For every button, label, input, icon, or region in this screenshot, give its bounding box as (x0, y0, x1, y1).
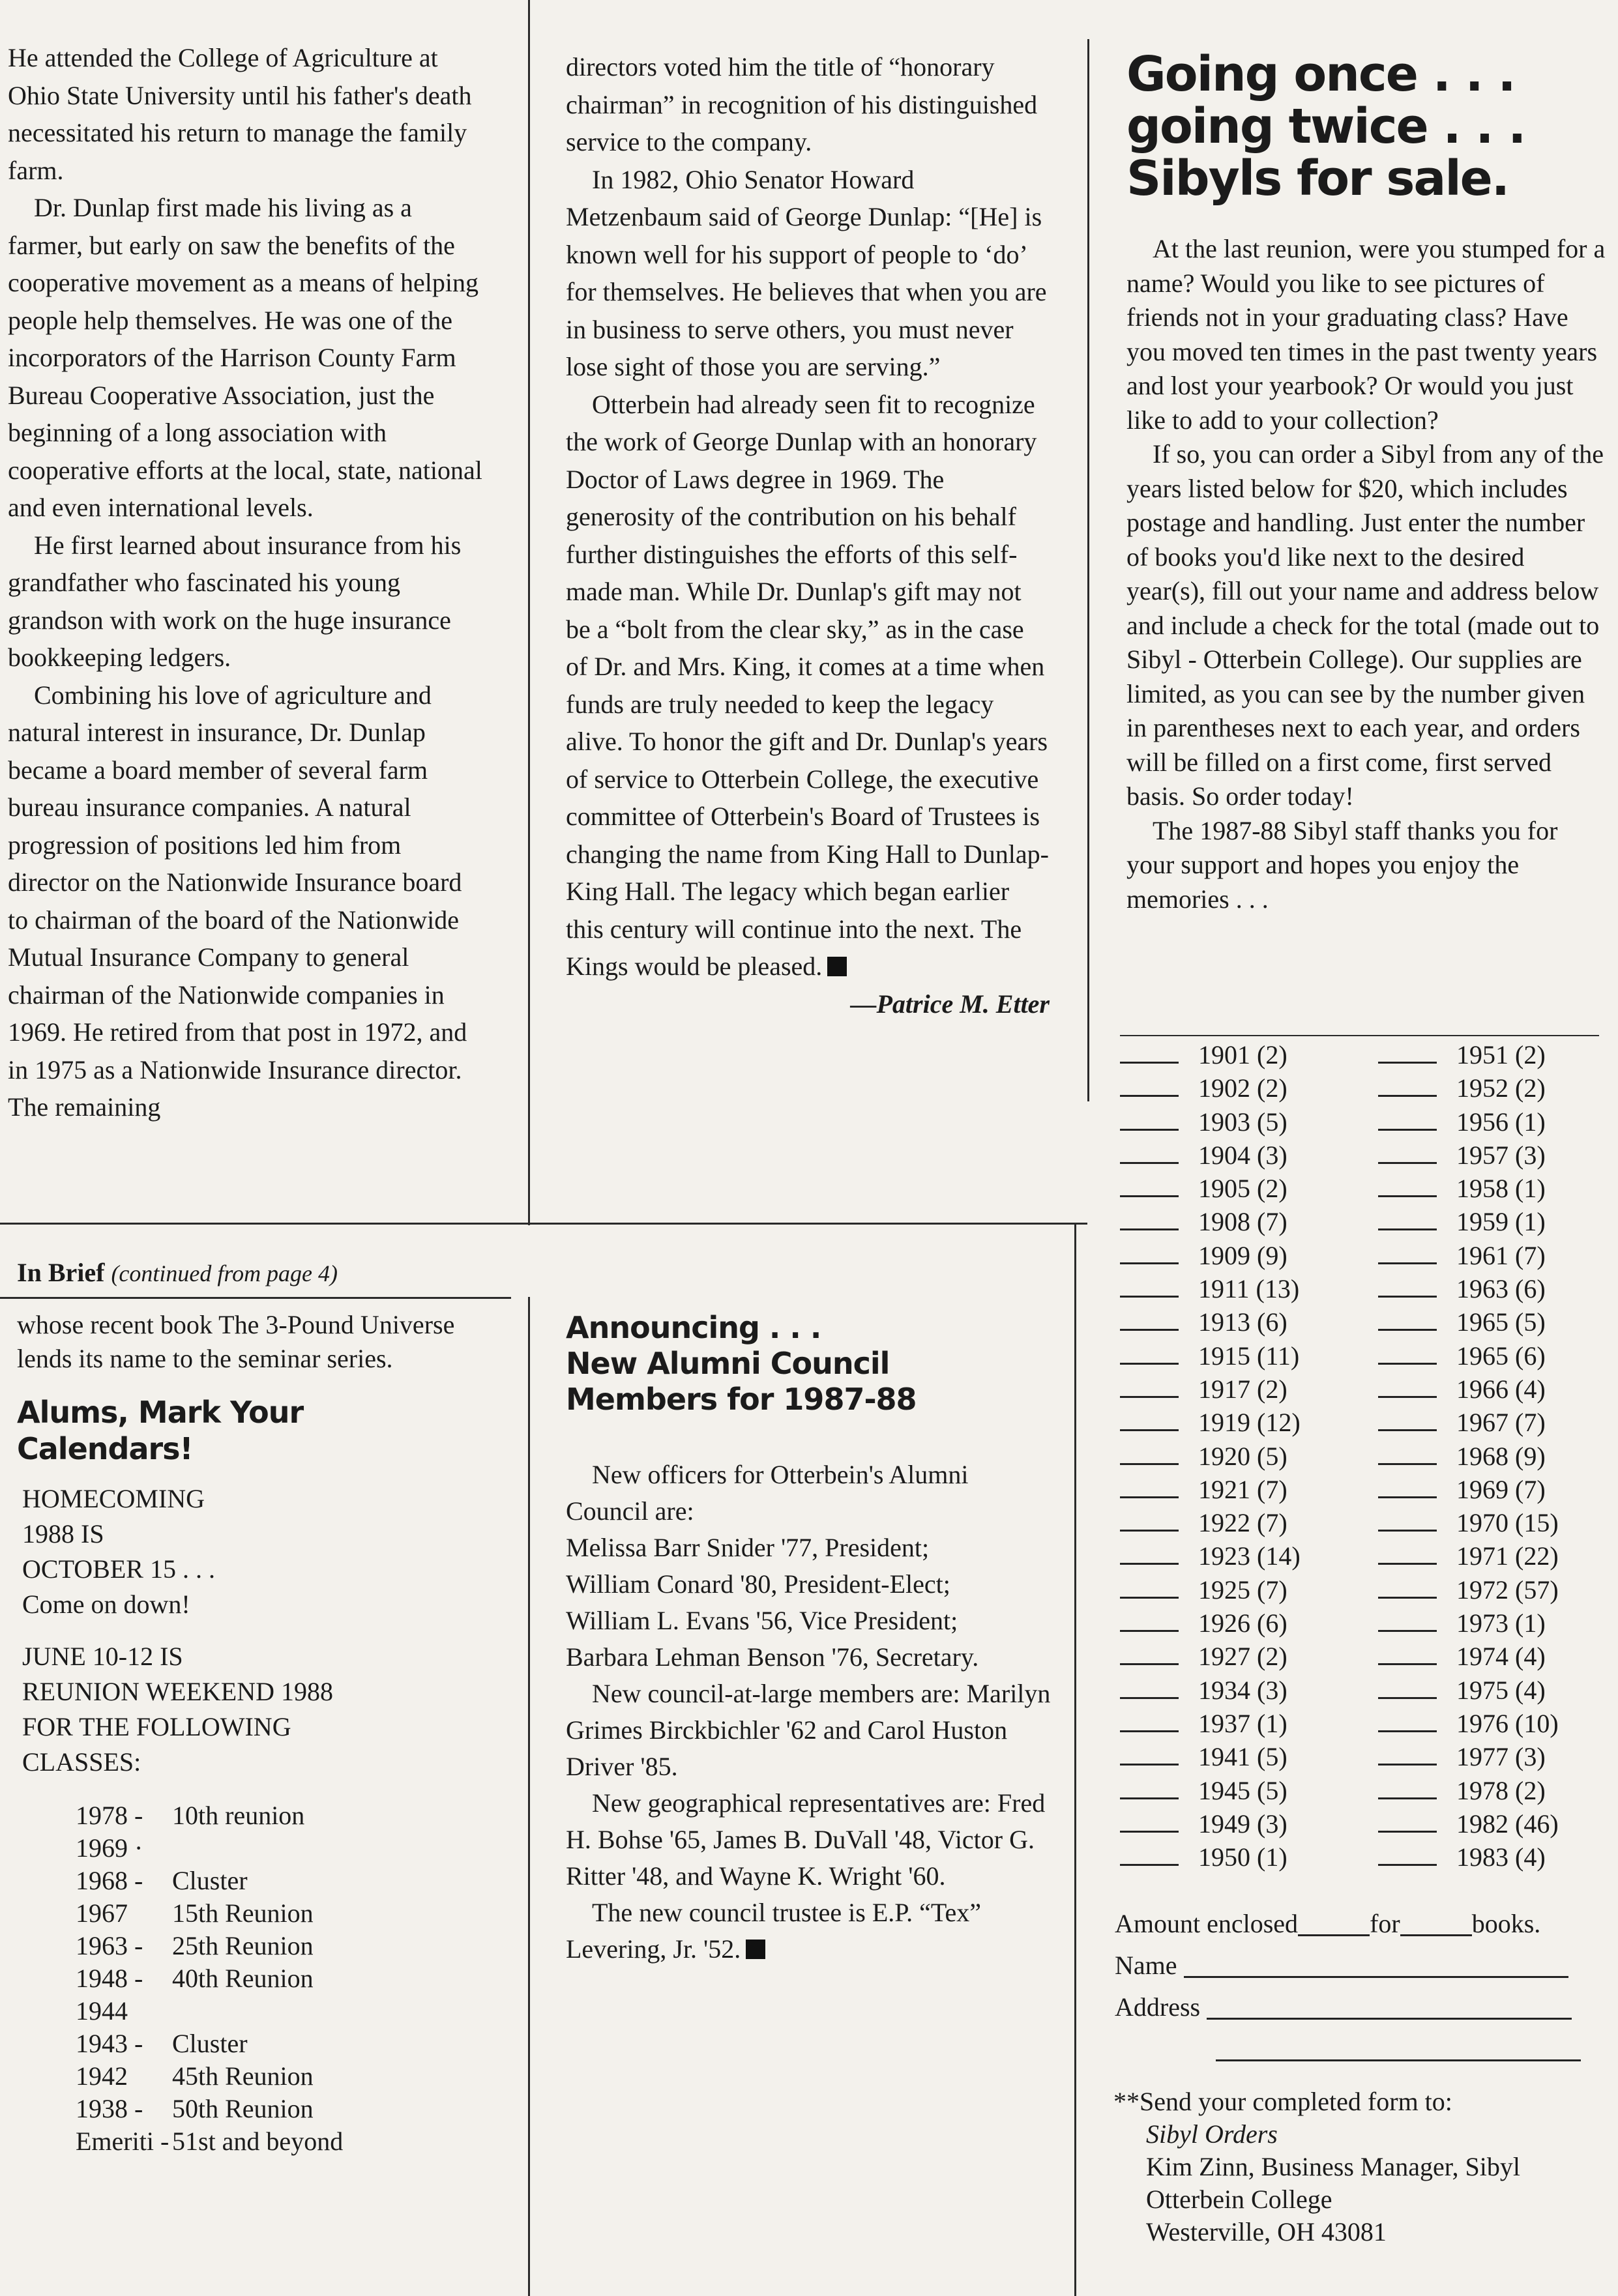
year-order-row (1120, 1741, 1355, 1775)
year-label: 1963 (6) (1456, 1274, 1546, 1304)
quantity-input[interactable] (1120, 1243, 1179, 1264)
quantity-input[interactable] (1378, 1844, 1437, 1866)
class-year: 1968 - (76, 1866, 143, 1895)
quantity-input[interactable] (1120, 1711, 1179, 1732)
paragraph: Dr. Dunlap first made his living as a farmer, but early on saw the benefits of the cooperative movement as a means of helping people help themselves. He was one of the incorporators of the Harrison County Farm Bureau Cooperative Association, just the beginning of a long association with cooperative efforts at the local, state, national and even international levels. (8, 193, 482, 522)
class-label: 51st and beyond (172, 2127, 344, 2156)
paragraph-text: Otterbein had already seen fit to recognize the work of George Dunlap with an honorary Doctor of Laws degree in 1969. The generosity of the contribution on his behalf further distinguishes the efforts of this self-made man. While Dr. Dunlap's gift may not be a “bolt from the clear sky,” as in the case of Dr. and Mrs. King, it comes at a time when funds are truly needed to keep the legacy alive. To honor the gift and Dr. Dunlap's years of service to Otterbein College, the executive committee of Otterbein's Board of Trustees is changing the name from King Hall to Dunlap-King Hall. The legacy which began earlier this century will continue into the next. The Kings would be pleased. (566, 389, 1049, 981)
article-column-1 (8, 39, 487, 1126)
year-label: 1959 (1) (1456, 1207, 1546, 1237)
council-section (566, 1310, 1055, 1968)
year-label: 1927 (2) (1198, 1642, 1287, 1672)
reunion-class-row (76, 1930, 512, 1962)
year-label: 1902 (2) (1198, 1073, 1287, 1103)
reunion-class-row (76, 2093, 512, 2125)
reunion-line: CLASSES: (22, 1747, 141, 1777)
reunion-line: JUNE 10-12 IS (22, 1642, 183, 1671)
year-order-row (1378, 1039, 1613, 1073)
class-year: 1948 - (76, 1964, 143, 1993)
quantity-input[interactable] (1120, 1610, 1179, 1632)
year-order-row (1120, 1307, 1355, 1340)
year-order-row (1378, 1307, 1613, 1340)
quantity-input[interactable] (1120, 1276, 1179, 1298)
year-label: 1965 (6) (1456, 1341, 1546, 1371)
class-label: 25th Reunion (172, 1931, 314, 1960)
quantity-input[interactable] (1120, 1778, 1179, 1799)
reunion-class-row (76, 1897, 512, 1930)
year-label: 1978 (2) (1456, 1775, 1546, 1805)
paragraph: In 1982, Ohio Senator Howard Metzenbaum said of George Dunlap: “[He] is known well for his support of people to ‘do’ for themselves. He believes that when you are in business to serve others, you must never lose sight of those you are serving.” (566, 164, 1047, 381)
year-label: 1915 (11) (1198, 1341, 1300, 1371)
quantity-input[interactable] (1120, 1410, 1179, 1431)
quantity-input[interactable] (1378, 1811, 1437, 1833)
quantity-input[interactable] (1120, 1644, 1179, 1665)
year-order-row (1378, 1206, 1613, 1240)
year-order-row (1378, 1775, 1613, 1809)
in-brief-heading (17, 1255, 512, 1292)
send-line: Westerville, OH 43081 (1146, 2217, 1387, 2246)
year-label: 1973 (1) (1456, 1608, 1546, 1638)
year-label: 1934 (3) (1198, 1675, 1287, 1705)
paragraph-text: The new council trustee is E.P. “Tex” Levering, Jr. '52. (566, 1898, 982, 1964)
reunion-classes (17, 1799, 512, 2158)
byline: —Patrice M. Etter (850, 989, 1050, 1019)
paragraph: If so, you can order a Sibyl from any of the years listed below for $20, which includes postage and handling. Just enter the number of books you'd like next to the desired year(s), fill out your name and address below and include a check for the total (made out to Sibyl - Otterbein College). Our supplies are limited, as you can see by the number given in parentheses next to each year, and orders will be filled on a first come, first served basis. So order today! (1126, 439, 1604, 811)
year-label: 1951 (2) (1456, 1040, 1546, 1069)
year-order-row (1120, 1240, 1355, 1273)
year-order-row (1378, 1608, 1613, 1641)
title-line: Sibyls for sale. (1126, 151, 1508, 207)
paragraph: Melissa Barr Snider '77, President; (566, 1533, 930, 1562)
year-label: 1977 (3) (1456, 1742, 1546, 1772)
year-order-row (1120, 1173, 1355, 1206)
quantity-input[interactable] (1120, 1075, 1179, 1097)
name-label: Name (1115, 1951, 1177, 1980)
paragraph: He attended the College of Agriculture at Ohio State University until his father's death necessitated his return to manage the family farm. (8, 43, 472, 185)
year-label: 1971 (22) (1456, 1541, 1559, 1571)
year-order-row (1378, 1541, 1613, 1574)
reunion-class-row (76, 1962, 512, 1995)
quantity-input[interactable] (1120, 1744, 1179, 1766)
address-row-2 (1115, 2028, 1600, 2070)
year-order-row (1120, 1641, 1355, 1674)
quantity-input[interactable] (1378, 1209, 1437, 1230)
paragraph (566, 386, 1050, 985)
year-order-list-left (1120, 1039, 1355, 1875)
in-brief-title: In Brief (17, 1258, 105, 1287)
year-order-row (1378, 1575, 1613, 1608)
year-label: 1957 (3) (1456, 1140, 1546, 1170)
quantity-input[interactable] (1378, 1711, 1437, 1732)
year-order-row (1120, 1474, 1355, 1507)
year-label: 1903 (5) (1198, 1107, 1287, 1137)
reunion-line: REUNION WEEKEND 1988 (22, 1677, 333, 1706)
class-label: 40th Reunion (172, 1964, 314, 1993)
sibyl-body (1126, 232, 1609, 916)
send-to-block (1113, 2085, 1609, 2248)
class-label: 15th Reunion (172, 1898, 314, 1928)
address-row (1115, 1986, 1600, 2028)
year-label: 1975 (4) (1456, 1675, 1546, 1705)
quantity-input[interactable] (1378, 1577, 1437, 1599)
year-order-row (1378, 1809, 1613, 1842)
year-label: 1917 (2) (1198, 1374, 1287, 1404)
quantity-input[interactable] (1378, 1343, 1437, 1365)
quantity-input[interactable] (1120, 1109, 1179, 1131)
send-line (1113, 2118, 1609, 2151)
address-input[interactable] (1207, 1996, 1572, 2020)
send-line: Kim Zinn, Business Manager, Sibyl (1146, 2152, 1520, 2181)
year-order-row (1378, 1374, 1613, 1407)
year-order-row (1120, 1273, 1355, 1307)
reunion-class-row (76, 1799, 512, 1832)
year-order-row (1378, 1107, 1613, 1140)
homecoming-line: OCTOBER 15 . . . (22, 1554, 215, 1584)
paragraph: directors voted him the title of “honorary chairman” in recognition of his distinguished service to the company. (566, 52, 1038, 156)
quantity-input[interactable] (1120, 1543, 1179, 1565)
title-line: Going once . . . (1126, 46, 1515, 102)
year-order-row (1378, 1407, 1613, 1440)
year-order-row (1120, 1341, 1355, 1374)
books-count-input[interactable] (1400, 1912, 1472, 1936)
class-label: Cluster (172, 2029, 248, 2058)
section-divider (0, 1223, 1087, 1225)
address-label: Address (1115, 1992, 1201, 2022)
paragraph: William Conard '80, President-Elect; (566, 1569, 950, 1599)
quantity-input[interactable] (1120, 1042, 1179, 1064)
send-line-text: Sibyl Orders (1146, 2119, 1278, 2149)
year-label: 1904 (3) (1198, 1140, 1287, 1170)
year-order-row (1378, 1240, 1613, 1273)
year-label: 1965 (5) (1456, 1307, 1546, 1337)
year-order-row (1378, 1741, 1613, 1775)
paragraph: New geographical representatives are: Fred H. Bohse '65, James B. DuVall '48, Victor G. Ritter '48, and Wayne K. Wright '60. (566, 1788, 1046, 1891)
year-label: 1941 (5) (1198, 1742, 1287, 1772)
year-label: 1911 (13) (1198, 1274, 1300, 1304)
column-divider (528, 1297, 530, 2296)
year-order-row (1120, 1073, 1355, 1106)
year-order-row (1120, 1775, 1355, 1809)
quantity-input[interactable] (1120, 1477, 1179, 1498)
class-label: Cluster (172, 1866, 248, 1895)
year-label: 1968 (9) (1456, 1441, 1546, 1471)
quantity-input[interactable] (1378, 1744, 1437, 1766)
name-row (1115, 1945, 1600, 1986)
year-order-list-right (1378, 1039, 1613, 1875)
year-order-row (1378, 1641, 1613, 1674)
year-label: 1958 (1) (1456, 1174, 1546, 1204)
quantity-input[interactable] (1120, 1577, 1179, 1599)
class-year: 1943 - (76, 2029, 143, 2058)
end-mark-icon (746, 1940, 765, 1959)
class-label: 10th reunion (172, 1801, 305, 1830)
send-line: Otterbein College (1146, 2185, 1332, 2214)
class-label: 45th Reunion (172, 2061, 314, 2091)
year-label: 1952 (2) (1456, 1073, 1546, 1103)
quantity-input[interactable] (1378, 1276, 1437, 1298)
year-order-row (1120, 1039, 1355, 1073)
reunion-class-row (76, 1865, 512, 1897)
council-title (566, 1310, 1055, 1417)
quantity-input[interactable] (1378, 1410, 1437, 1431)
year-label: 1950 (1) (1198, 1842, 1287, 1872)
in-brief-note: (continued from page 4) (111, 1260, 338, 1286)
title-line: Announcing . . . (566, 1310, 821, 1345)
paragraph: At the last reunion, were you stumped for a name? Would you like to see pictures of friends not in your graduating class? Have you moved ten times in the past twenty years and lost your yearbook? Or would you just like to add to your collection? (1126, 234, 1606, 435)
paragraph: Barbara Lehman Benson '76, Secretary. (566, 1642, 979, 1672)
year-label: 1972 (57) (1456, 1575, 1559, 1605)
year-label: 1976 (10) (1456, 1708, 1559, 1738)
class-year: 1978 - (76, 1801, 143, 1830)
paragraph: The 1987-88 Sibyl staff thanks you for your support and hopes you enjoy the memories . . . (1126, 815, 1558, 914)
title-line: going twice . . . (1126, 98, 1525, 154)
year-label: 1969 (7) (1456, 1474, 1546, 1504)
article-column-2 (566, 48, 1050, 1023)
year-order-row (1378, 1140, 1613, 1173)
year-label: 1922 (7) (1198, 1508, 1287, 1538)
year-order-row (1378, 1073, 1613, 1106)
homecoming-line: 1988 IS (22, 1519, 104, 1548)
end-mark-icon (827, 957, 847, 976)
class-year: 1938 - (76, 2094, 143, 2123)
quantity-input[interactable] (1378, 1610, 1437, 1632)
amount-label: Amount enclosed (1115, 1909, 1299, 1938)
quantity-input[interactable] (1120, 1376, 1179, 1398)
title-line: Alums, Mark Your (17, 1395, 304, 1430)
reunion-block (17, 1639, 512, 1780)
paragraph: Combining his love of agriculture and natural interest in insurance, Dr. Dunlap became a board member of several farm bureau insurance companies. A natural progression of positions led him from director on the Nationwide Insurance board to chairman of the board of the Nationwide Mutual Insurance Company to general chairman of the Nationwide companies in 1969. He retired from that post in 1972, and in 1975 as a Nationwide Insurance director. The remaining (8, 680, 467, 1122)
quantity-input[interactable] (1378, 1644, 1437, 1665)
year-order-row (1120, 1441, 1355, 1474)
year-order-row (1120, 1842, 1355, 1875)
year-label: 1956 (1) (1456, 1107, 1546, 1137)
reunion-line: FOR THE FOLLOWING (22, 1712, 291, 1741)
reunion-class-row (76, 1832, 512, 1865)
order-form-fields (1115, 1903, 1600, 2070)
year-order-row (1378, 1842, 1613, 1875)
year-order-row (1378, 1675, 1613, 1708)
quantity-input[interactable] (1378, 1109, 1437, 1131)
class-year: 1944 (76, 1996, 128, 2026)
year-order-row (1378, 1441, 1613, 1474)
year-order-row (1120, 1575, 1355, 1608)
column-divider (528, 0, 530, 1225)
sibyl-title (1126, 48, 1609, 205)
amount-input[interactable] (1298, 1912, 1370, 1936)
quantity-input[interactable] (1120, 1309, 1179, 1331)
quantity-input[interactable] (1120, 1510, 1179, 1532)
year-order-row (1378, 1507, 1613, 1541)
year-label: 1974 (4) (1456, 1642, 1546, 1672)
year-order-row (1120, 1608, 1355, 1641)
year-label: 1908 (7) (1198, 1207, 1287, 1237)
reunion-class-row (76, 2125, 512, 2158)
homecoming-block (17, 1481, 512, 1622)
quantity-input[interactable] (1120, 1343, 1179, 1365)
homecoming-line: Come on down! (22, 1590, 190, 1619)
quantity-input[interactable] (1120, 1678, 1179, 1699)
in-brief-rule (0, 1297, 511, 1299)
year-label: 1967 (7) (1456, 1408, 1546, 1438)
year-order-row (1120, 1541, 1355, 1574)
sibyl-sale-section (1126, 48, 1609, 916)
name-input[interactable] (1184, 1954, 1568, 1978)
title-line: Members for 1987-88 (566, 1382, 917, 1417)
reunion-class-row (76, 2060, 512, 2093)
year-label: 1901 (2) (1198, 1040, 1287, 1069)
quantity-input[interactable] (1378, 1543, 1437, 1565)
year-label: 1937 (1) (1198, 1708, 1287, 1738)
year-label: 1970 (15) (1456, 1508, 1559, 1538)
in-brief-section (17, 1255, 512, 2158)
books-label: books. (1471, 1909, 1541, 1938)
quantity-input[interactable] (1120, 1209, 1179, 1230)
year-order-row (1378, 1341, 1613, 1374)
year-order-row (1120, 1374, 1355, 1407)
paragraph: He first learned about insurance from his grandfather who fascinated his young grandson with work on the huge insurance bookkeeping ledgers. (8, 530, 462, 672)
homecoming-line: HOMECOMING (22, 1484, 205, 1513)
quantity-input[interactable] (1120, 1142, 1179, 1164)
quantity-input[interactable] (1378, 1176, 1437, 1197)
quantity-input[interactable] (1378, 1376, 1437, 1398)
year-label: 1923 (14) (1198, 1541, 1301, 1571)
year-order-row (1120, 1708, 1355, 1741)
reunion-class-row (76, 1995, 512, 2027)
quantity-input[interactable] (1120, 1176, 1179, 1197)
year-label: 1982 (46) (1456, 1809, 1559, 1838)
amount-row (1115, 1903, 1600, 1945)
quantity-input[interactable] (1378, 1309, 1437, 1331)
year-order-row (1120, 1507, 1355, 1541)
class-year: 1963 - (76, 1931, 143, 1960)
year-order-row (1378, 1708, 1613, 1741)
quantity-input[interactable] (1120, 1811, 1179, 1833)
year-label: 1909 (9) (1198, 1240, 1287, 1270)
year-label: 1945 (5) (1198, 1775, 1287, 1805)
quantity-input[interactable] (1120, 1444, 1179, 1465)
class-year: 1967 (76, 1898, 128, 1928)
quantity-input[interactable] (1378, 1444, 1437, 1465)
for-label: for (1370, 1909, 1400, 1938)
class-year: 1942 (76, 2061, 128, 2091)
year-label: 1926 (6) (1198, 1608, 1287, 1638)
year-order-row (1120, 1675, 1355, 1708)
year-label: 1949 (3) (1198, 1809, 1287, 1838)
year-order-row (1120, 1809, 1355, 1842)
quantity-input[interactable] (1378, 1142, 1437, 1164)
year-order-row (1378, 1474, 1613, 1507)
quantity-input[interactable] (1378, 1042, 1437, 1064)
address-input-2[interactable] (1216, 2037, 1581, 2061)
paragraph: New officers for Otterbein's Alumni Council are: (566, 1460, 969, 1526)
quantity-input[interactable] (1378, 1778, 1437, 1799)
paragraph: William L. Evans '56, Vice President; (566, 1606, 958, 1635)
quantity-input[interactable] (1378, 1243, 1437, 1264)
quantity-input[interactable] (1378, 1477, 1437, 1498)
send-line: **Send your completed form to: (1113, 2087, 1452, 2116)
year-label: 1905 (2) (1198, 1174, 1287, 1204)
paragraph: New council-at-large members are: Marilyn Grimes Birckbichler '62 and Carol Huston Driver '85. (566, 1679, 1051, 1781)
year-label: 1920 (5) (1198, 1441, 1287, 1471)
quantity-input[interactable] (1378, 1510, 1437, 1532)
council-body (566, 1457, 1055, 1968)
year-label: 1983 (4) (1456, 1842, 1546, 1872)
reunion-class-row (76, 2027, 512, 2060)
year-label: 1919 (12) (1198, 1408, 1301, 1438)
year-label: 1913 (6) (1198, 1307, 1287, 1337)
year-label: 1925 (7) (1198, 1575, 1287, 1605)
form-top-rule (1120, 1035, 1599, 1036)
year-order-row (1378, 1173, 1613, 1206)
year-order-row (1120, 1206, 1355, 1240)
year-label: 1921 (7) (1198, 1474, 1287, 1504)
year-label: 1966 (4) (1456, 1374, 1546, 1404)
year-order-row (1120, 1407, 1355, 1440)
paragraph (566, 1895, 1055, 1968)
class-label: 50th Reunion (172, 2094, 314, 2123)
quantity-input[interactable] (1120, 1844, 1179, 1866)
calendar-title (17, 1394, 512, 1467)
year-order-row (1378, 1273, 1613, 1307)
class-year: Emeriti - (76, 2127, 169, 2156)
class-year: 1969 · (76, 1833, 143, 1863)
year-label: 1961 (7) (1456, 1240, 1546, 1270)
in-brief-text: whose recent book The 3-Pound Universe lends its name to the seminar series. (17, 1310, 455, 1373)
title-line: Calendars! (17, 1431, 193, 1466)
column-divider (1087, 39, 1089, 1101)
column-divider (1074, 1223, 1076, 2296)
title-line: New Alumni Council (566, 1346, 890, 1381)
year-order-row (1120, 1140, 1355, 1173)
quantity-input[interactable] (1378, 1075, 1437, 1097)
quantity-input[interactable] (1378, 1678, 1437, 1699)
year-order-row (1120, 1107, 1355, 1140)
